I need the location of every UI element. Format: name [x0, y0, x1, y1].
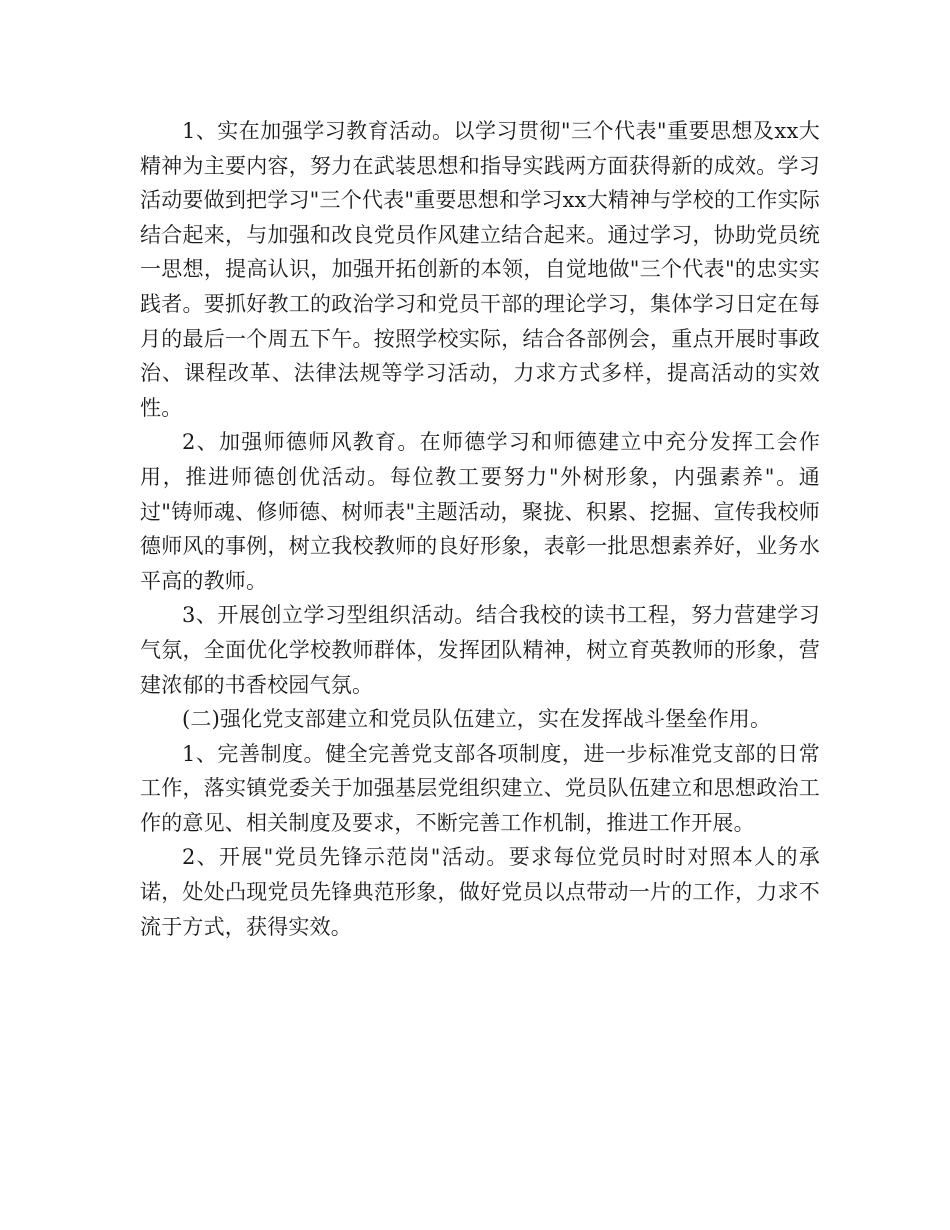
paragraph-learning-organization: 3、开展创立学习型组织活动。结合我校的读书工程，努力营建学习气氛，全面优化学校教师群体，发挥团队精神，树立育英教师的形象，营建浓郁的书香校园气氛。 — [140, 603, 820, 697]
document-body — [140, 114, 820, 944]
paragraph-teacher-ethics: 2、加强师德师风教育。在师德学习和师德建立中充分发挥工会作用，推进师德创优活动。每位教工要努力"外树形象，内强素养"。通过"铸师魂、修师德、树师表"主题活动，聚拢、积累、挖掘、宣传我校师德师风的事例，树立我校教师的良好形象，表彰一批思想素养好，业务水平高的教师。 — [140, 430, 820, 593]
paragraph-pioneer-post: 2、开展"党员先锋示范岗"活动。要求每位党员时时对照本人的承诺，处处凸现党员先锋典范形象，做好党员以点带动一片的工作，力求不流于方式，获得实效。 — [140, 845, 820, 939]
paragraph-improve-system: 1、完善制度。健全完善党支部各项制度，进一步标准党支部的日常工作，落实镇党委关于加强基层党组织建立、党员队伍建立和思想政治工作的意见、相关制度及要求，不断完善工作机制，推进工作开展。 — [140, 741, 820, 835]
paragraph-study-education: 1、实在加强学习教育活动。以学习贯彻"三个代表"重要思想及xx大精神为主要内容，努力在武装思想和指导实践两方面获得新的成效。学习活动要做到把学习"三个代表"重要思想和学习xx大精神与学校的工作实际结合起来，与加强和改良党员作风建立结合起来。通过学习，协助党员统一思想，提高认识，加强开拓创新的本领，自觉地做"三个代表"的忠实实践者。要抓好教工的政治学习和党员干部的理论学习，集体学习日定在每月的最后一个周五下午。按照学校实际，结合各部例会，重点开展时事政治、课程改革、法律法规等学习活动，力求方式多样，提高活动的实效性。 — [140, 119, 820, 420]
section-heading-party-branch: (二)强化党支部建立和党员队伍建立，实在发挥战斗堡垒作用。 — [182, 707, 772, 732]
